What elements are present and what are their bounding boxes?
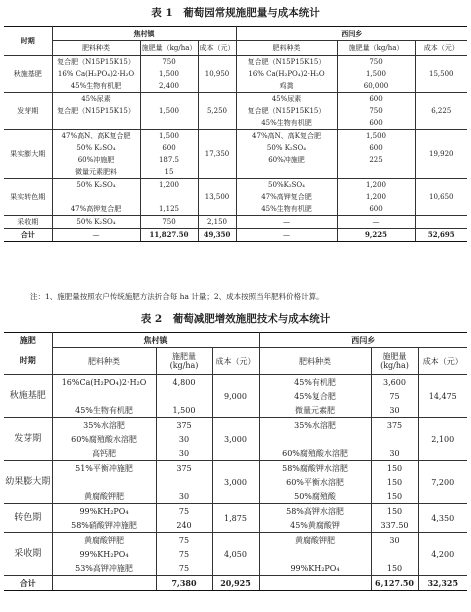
amount-cell: 600 [337, 93, 415, 106]
fert-cell: 45%尿素 [52, 93, 140, 106]
table2-caption: 表 2 葡萄减肥增效施肥技术与成本统计 [140, 313, 331, 325]
table2 [4, 332, 467, 591]
amount-cell: 3,600 [371, 375, 418, 390]
period-cell: 发芽期 [4, 418, 52, 461]
cost-cell: 7,200 [418, 461, 467, 504]
cost-cell: 9,000 [212, 375, 259, 418]
cost-cell: 15,500 [415, 56, 467, 93]
amount-cell: 30 [156, 446, 212, 461]
fert-cell: 99%KH₂PO₄ [52, 504, 156, 519]
amount-cell: 337.50 [371, 518, 418, 533]
cost-cell: 5,250 [198, 93, 236, 130]
fert-cell: 50%腐殖酸 [259, 489, 371, 504]
col-fert-header: 肥料种类 [236, 41, 337, 56]
fert-cell [52, 475, 156, 489]
fert-cell: 58%腐酸钾水溶肥 [259, 461, 371, 476]
amount-cell: 1,500 [140, 130, 198, 143]
col-fert-header: 肥料种类 [259, 348, 371, 375]
fert-cell: 60%腐殖酸水溶肥 [52, 432, 156, 446]
amount-cell: 375 [371, 418, 418, 433]
site-b-header: 西闫乡 [259, 333, 467, 348]
cost-cell: 3,000 [212, 461, 259, 504]
cost-cell: 3,000 [212, 418, 259, 461]
header-row [4, 333, 467, 348]
table1-caption: 表 1 葡萄园常规施肥量与成本统计 [151, 7, 320, 19]
fert-cell: 60%腐殖酸水溶肥 [259, 446, 371, 461]
amount-cell: — [337, 216, 415, 229]
total-amount-a: 7,380 [156, 576, 212, 591]
amount-cell [156, 475, 212, 489]
total-label: 合计 [4, 229, 52, 242]
fert-cell: 复合肥（N15P15K15） [52, 56, 140, 69]
period-cell: 采收期 [4, 216, 52, 229]
site-b-header: 西闫乡 [236, 27, 467, 41]
amount-cell: 75 [156, 533, 212, 548]
table-row [4, 504, 467, 519]
col-amount-header: 施肥量 (kg/ha) [156, 348, 212, 375]
fert-cell [52, 117, 140, 130]
total-cost-b: 32,325 [418, 576, 467, 591]
table-row [4, 375, 467, 390]
cost-cell: 4,200 [418, 533, 467, 576]
total-amount-b: 9,225 [337, 229, 415, 242]
amount-cell: 600 [337, 117, 415, 130]
amount-cell: 30 [371, 446, 418, 461]
fert-cell: 50% K₂SO₄ [236, 142, 337, 154]
table-row [4, 533, 467, 548]
amount-cell: 1,200 [337, 191, 415, 203]
total-fert-b: — [236, 229, 337, 242]
fert-cell: 50% K₂SO₄ [52, 142, 140, 154]
amount-cell: 187.5 [140, 154, 198, 166]
amount-cell: 1,500 [337, 130, 415, 143]
total-label: 合计 [4, 576, 52, 591]
period-cell: 秋施基肥 [4, 56, 52, 93]
fert-cell: 鸡粪 [236, 80, 337, 93]
amount-cell: 60,000 [337, 80, 415, 93]
fert-cell: 黄腐酸钾肥 [52, 489, 156, 504]
cost-cell: 2,100 [418, 418, 467, 461]
fert-cell: 45%复合肥 [259, 389, 371, 403]
amount-cell [371, 547, 418, 561]
table-row [4, 117, 467, 130]
amount-cell [156, 389, 212, 403]
amount-cell: 30 [371, 403, 418, 418]
cost-cell: 4,050 [212, 533, 259, 576]
col-period-header: 施肥 [4, 333, 52, 348]
amount-cell: 15 [140, 166, 198, 179]
amount-cell: 375 [156, 418, 212, 433]
table-row [4, 93, 467, 106]
cost-cell: 1,875 [212, 504, 259, 533]
cost-cell: 14,475 [418, 375, 467, 418]
fert-cell: 45%生物有机肥 [236, 203, 337, 216]
cost-cell: 17,350 [198, 130, 236, 179]
amount-cell: 750 [140, 56, 198, 69]
fert-cell [259, 432, 371, 446]
header-row [4, 27, 467, 41]
amount-cell: 30 [156, 432, 212, 446]
amount-cell: 600 [337, 203, 415, 216]
amount-cell: 30 [156, 489, 212, 504]
fert-cell: 高钙肥 [52, 446, 156, 461]
col-amount-header: 施肥量 (kg/ha) [371, 348, 418, 375]
fert-cell: 58%高钾水溶肥 [259, 504, 371, 519]
fert-cell: 53%高钾冲施肥 [52, 561, 156, 576]
amount-cell: 240 [156, 518, 212, 533]
col-cost-header: 成本（元） [212, 348, 259, 375]
col-period-header: 时期 [4, 27, 52, 56]
fert-cell: 45%黄腐酸钾 [259, 518, 371, 533]
table-row [4, 105, 467, 117]
amount-cell: 30 [371, 533, 418, 548]
amount-cell: 150 [371, 489, 418, 504]
amount-cell: 1,500 [140, 68, 198, 80]
fert-cell: 47%高钾复合肥 [236, 191, 337, 203]
table-row [4, 68, 467, 80]
fert-cell: 45%生物有机肥 [52, 403, 156, 418]
total-row [4, 229, 467, 242]
fert-cell: 微量元素肥料 [52, 166, 140, 179]
total-cost-a: 49,350 [198, 229, 236, 242]
site-a-header: 焦村镇 [52, 27, 236, 41]
table1-note: 注：1、施肥量按照农户传统施肥方法折合每 ha 计量；2、成本按照当年肥料价格计算。 [30, 292, 324, 301]
fert-cell: 60%冲施肥 [52, 154, 140, 166]
amount-cell: 1,500 [140, 105, 198, 117]
amount-cell: 4,800 [156, 375, 212, 390]
period-cell: 采收期 [4, 533, 52, 576]
amount-cell [140, 191, 198, 203]
amount-cell [371, 432, 418, 446]
fert-cell: — [236, 216, 337, 229]
fert-cell: 99%KH₂PO₄ [259, 561, 371, 576]
cost-cell: 10,950 [198, 56, 236, 93]
table-row [4, 179, 467, 192]
fert-cell [52, 191, 140, 203]
total-fert-a: — [52, 229, 140, 242]
col-fert-header: 肥料种类 [52, 41, 140, 56]
fert-cell: 复合肥（N15P15K15） [236, 56, 337, 69]
table-row [4, 461, 467, 476]
fert-cell: 60%平衡水溶肥 [259, 475, 371, 489]
table1 [4, 26, 467, 242]
table-row [4, 418, 467, 433]
fert-cell: 黄腐酸钾肥 [259, 533, 371, 548]
fert-cell: 16% Ca(H₂PO₄)2·H₂O [52, 68, 140, 80]
fert-cell: 45%生物有机肥 [52, 80, 140, 93]
amount-cell: 750 [337, 105, 415, 117]
table-row [4, 130, 467, 143]
fert-cell: 50%K₂SO₄ [236, 179, 337, 192]
fert-cell: 58%硝酸钾冲施肥 [52, 518, 156, 533]
cost-cell [415, 216, 467, 229]
amount-cell: 75 [156, 547, 212, 561]
total-fert-a [52, 576, 156, 591]
total-fert-b [259, 576, 371, 591]
fert-cell: 45%有机肥 [259, 375, 371, 390]
header-row [4, 348, 467, 375]
fert-cell: 黄腐酸钾肥 [52, 533, 156, 548]
amount-cell: 1,200 [140, 179, 198, 192]
amount-cell: 2,400 [140, 80, 198, 93]
total-amount-a: 11,827.50 [140, 229, 198, 242]
period-cell: 秋施基肥 [4, 375, 52, 418]
col-amount-header: 施肥量（kg/ha） [140, 41, 198, 56]
amount-cell: 1,200 [337, 179, 415, 192]
amount-cell: 1,500 [337, 68, 415, 80]
table-row [4, 203, 467, 216]
amount-cell [140, 117, 198, 130]
fert-cell: 99%KH₂PO₄ [52, 547, 156, 561]
total-cost-b: 52,695 [415, 229, 467, 242]
cost-cell: 6,225 [415, 93, 467, 130]
col-cost-header: 成本（元） [418, 348, 467, 375]
fert-cell: 复合肥（N15P15K15） [236, 105, 337, 117]
total-amount-b: 6,127.50 [371, 576, 418, 591]
site-a-header: 焦村镇 [52, 333, 259, 348]
col-cost-header: 成本（元） [198, 41, 236, 56]
amount-cell: 375 [156, 461, 212, 476]
amount-cell [337, 166, 415, 179]
fert-cell: 47%高N、高K复合肥 [236, 130, 337, 143]
amount-cell: 750 [140, 216, 198, 229]
table-row [4, 191, 467, 203]
table-row [4, 166, 467, 179]
col-fert-header: 肥料种类 [52, 348, 156, 375]
amount-cell: 1,500 [156, 403, 212, 418]
amount-cell: 75 [156, 504, 212, 519]
period-cell: 幼果膨大期 [4, 461, 52, 504]
fert-cell: 35%水溶肥 [259, 418, 371, 433]
period-cell: 果实膨大期 [4, 130, 52, 179]
amount-cell: 150 [371, 461, 418, 476]
cost-cell: 13,500 [198, 179, 236, 216]
amount-cell: 150 [371, 561, 418, 576]
period-cell: 发芽期 [4, 93, 52, 130]
fert-cell: 60%冲施肥 [236, 154, 337, 166]
fert-cell: 47%高钾复合肥 [52, 203, 140, 216]
fert-cell: 16%Ca(H₂PO₄)2·H₂O [52, 375, 156, 390]
fert-cell: 复合肥（N15P15K15） [52, 105, 140, 117]
table-row [4, 154, 467, 166]
fert-cell: 45%生物有机肥 [236, 117, 337, 130]
amount-cell: 225 [337, 154, 415, 166]
amount-cell: 150 [371, 475, 418, 489]
header-row [4, 41, 467, 56]
amount-cell: 600 [337, 142, 415, 154]
amount-cell: 1,125 [140, 203, 198, 216]
fert-cell [52, 389, 156, 403]
amount-cell: 75 [371, 389, 418, 403]
amount-cell [140, 93, 198, 106]
amount-cell: 750 [337, 56, 415, 69]
table-row [4, 216, 467, 229]
fert-cell: 47%高N、高K复合肥 [52, 130, 140, 143]
col-period-header-2: 时期 [4, 348, 52, 375]
amount-cell: 600 [140, 142, 198, 154]
fert-cell [259, 547, 371, 561]
cost-cell: 10,650 [415, 179, 467, 216]
period-cell: 转色期 [4, 504, 52, 533]
cost-cell: 2,150 [198, 216, 236, 229]
period-cell: 果实转色期 [4, 179, 52, 216]
col-amount-header: 施肥量（kg/ha） [337, 41, 415, 56]
table-row [4, 142, 467, 154]
fert-cell: 45%尿素 [236, 93, 337, 106]
cost-cell: 19,920 [415, 130, 467, 179]
amount-cell: 150 [371, 504, 418, 519]
fert-cell: 51%平衡冲施肥 [52, 461, 156, 476]
fert-cell: 35%水溶肥 [52, 418, 156, 433]
table-row [4, 56, 467, 69]
col-cost-header: 成本（元） [415, 41, 467, 56]
fert-cell: 50% K₂SO₄ [52, 179, 140, 192]
fert-cell: 16% Ca(H₂PO₄)2·H₂O [236, 68, 337, 80]
amount-cell: 75 [156, 561, 212, 576]
fert-cell: 50% K₂SO₄ [52, 216, 140, 229]
table-row [4, 80, 467, 93]
fert-cell [236, 166, 337, 179]
cost-cell: 4,350 [418, 504, 467, 533]
total-row [4, 576, 467, 591]
total-cost-a: 20,925 [212, 576, 259, 591]
fert-cell: 微量元素肥 [259, 403, 371, 418]
